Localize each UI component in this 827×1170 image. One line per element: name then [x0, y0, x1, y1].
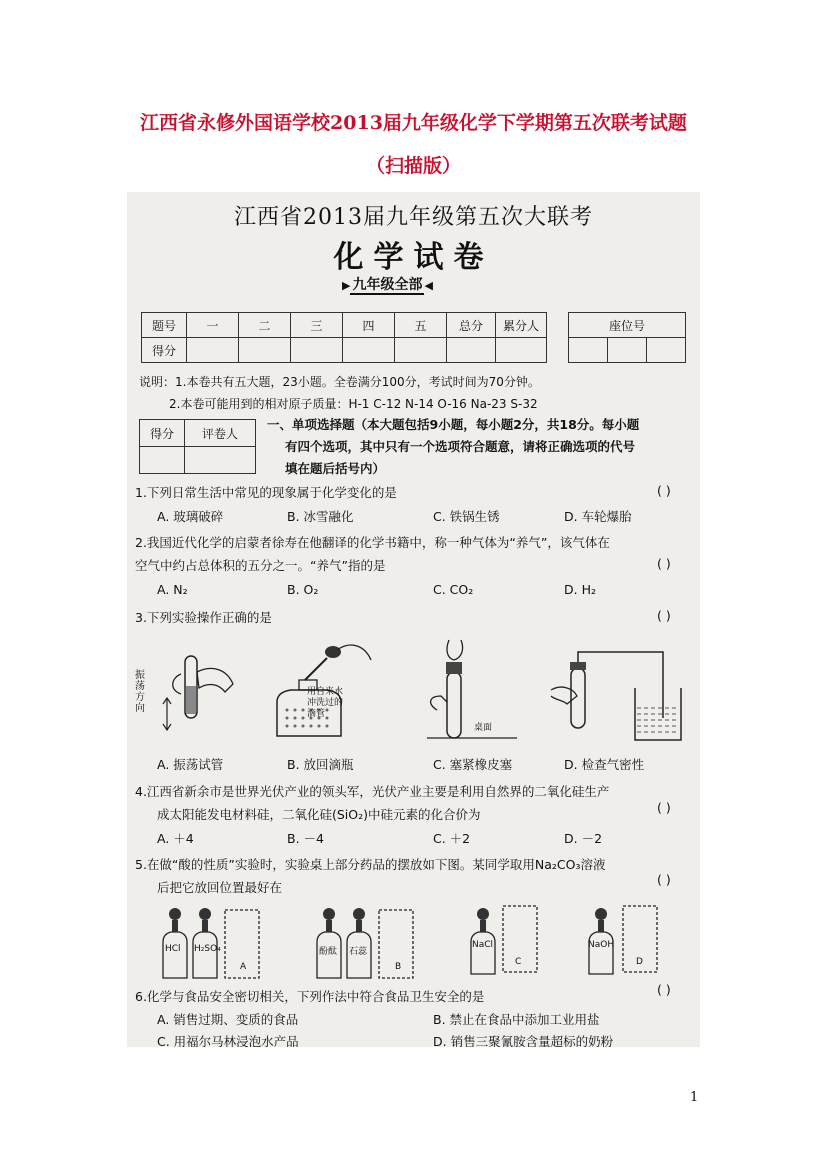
exam-note-1: 说明：1.本卷共有五大题，23小题。全卷满分100分，考试时间为70分钟。	[139, 375, 540, 389]
option-b: B. 禁止在食品中添加工业用盐	[433, 1012, 600, 1027]
option-c: C. CO₂	[433, 582, 474, 597]
option-b: B. 放回滴瓶	[287, 757, 354, 772]
seat-table	[568, 312, 686, 363]
answer-paren: ( )	[657, 608, 671, 623]
option-c: C. 用福尔马林浸泡水产品	[157, 1034, 299, 1047]
figure-stopper-tube	[417, 632, 527, 744]
question-5-stem-line-2: 后把它放回位置最好在	[157, 880, 283, 895]
answer-paren: ( )	[657, 982, 671, 997]
bottle-label-hcl: HCl	[165, 944, 181, 954]
score-cell	[291, 338, 343, 363]
scanned-exam-image	[127, 192, 700, 1047]
score-cell	[395, 338, 447, 363]
option-a: A. ＋4	[157, 831, 194, 846]
triangle-right-icon: ▶	[342, 279, 351, 292]
answer-paren: ( )	[657, 556, 671, 571]
page-number: 1	[690, 1090, 699, 1105]
answer-paren: ( )	[657, 483, 671, 498]
score-header-cell: 五	[395, 313, 447, 338]
option-d: D. H₂	[564, 582, 596, 597]
seat-cell	[569, 338, 608, 363]
score-table-row	[142, 338, 547, 363]
score-header-cell: 三	[291, 313, 343, 338]
option-a: A. N₂	[157, 582, 188, 597]
score-cell	[239, 338, 291, 363]
section-instruction-3: 填在题后括号内）	[285, 461, 386, 476]
score-header-cell: 四	[343, 313, 395, 338]
answer-paren: ( )	[657, 872, 671, 887]
figure-shake-test-tube	[141, 644, 251, 744]
document-subtitle: （扫描版）	[365, 155, 461, 177]
score-cell	[447, 338, 496, 363]
seat-cell	[647, 338, 686, 363]
question-6-stem: 6.化学与食品安全密切相关，下列作法中符合食品卫生安全的是	[135, 989, 485, 1004]
option-b: B. O₂	[287, 582, 319, 597]
option-a: A. 振荡试管	[157, 757, 224, 772]
answer-paren: ( )	[657, 800, 671, 815]
option-d: D. 检查气密性	[564, 757, 645, 772]
figure-label-tabletop: 桌面	[474, 723, 493, 733]
exam-title: 化学试卷	[333, 240, 494, 275]
question-1-stem: 1.下列日常生活中常见的现象属于化学变化的是	[135, 485, 397, 500]
score-header-cell: 累分人	[496, 313, 547, 338]
section-instruction-1: 一、单项选择题（本大题包括9小题，每小题2分，共18分。每小题	[267, 417, 640, 432]
grader-score-label: 得分	[140, 420, 185, 447]
option-d: D. －2	[564, 831, 603, 846]
position-d-label: D	[636, 957, 643, 967]
score-cell	[343, 338, 395, 363]
option-a: A. 玻璃破碎	[157, 509, 224, 524]
option-d: D. 车轮爆胎	[564, 509, 632, 524]
figure-airtightness-check	[547, 648, 687, 746]
grade-tag-text: 九年级全部	[352, 277, 423, 293]
figure-label-rinsed-dropper: 用自来水冲洗过的滴管	[307, 687, 344, 719]
score-cell	[187, 338, 239, 363]
score-header-cell: 二	[239, 313, 291, 338]
grader-table	[139, 419, 256, 474]
option-c: C. 铁锅生锈	[433, 509, 500, 524]
position-c-label: C	[515, 957, 522, 967]
score-header-cell: 一	[187, 313, 239, 338]
exam-note-2: 2.本卷可能用到的相对原子质量：H-1 C-12 N-14 O-16 Na-23 S-32	[169, 397, 538, 411]
question-3-stem: 3.下列实验操作正确的是	[135, 610, 272, 625]
position-b-label: B	[395, 962, 402, 972]
question-4-stem-line-2: 成太阳能发电材料硅，二氧化硅(SiO₂)中硅元素的化合价为	[157, 807, 481, 822]
exam-header: 江西省2013届九年级第五次大联考	[234, 205, 593, 230]
option-c: C. ＋2	[433, 831, 471, 846]
seat-cell	[608, 338, 647, 363]
option-b: B. －4	[287, 831, 324, 846]
question-2-stem-line-2: 空气中约占总体积的五分之一。“养气”指的是	[135, 558, 386, 573]
triangle-left-icon: ◀	[424, 279, 433, 292]
figure-label-shake-direction: 振荡方向	[135, 670, 145, 714]
document-title: 江西省永修外国语学校2013届九年级化学下学期第五次联考试题	[140, 112, 687, 134]
bottle-label-h2so4: H₂SO₄	[194, 944, 221, 954]
score-header-cell: 总分	[447, 313, 496, 338]
bottle-label-naoh: NaOH	[588, 940, 615, 950]
grader-cell	[185, 447, 256, 474]
option-c: C. 塞紧橡皮塞	[433, 757, 513, 772]
score-cell	[496, 338, 547, 363]
section-instruction-2: 有四个选项，其中只有一个选项符合题意，请将正确选项的代号	[285, 439, 636, 454]
score-table-header-row	[142, 313, 547, 338]
position-a-label: A	[240, 962, 247, 972]
grader-label: 评卷人	[185, 420, 256, 447]
score-row-label: 得分	[142, 338, 187, 363]
question-4-stem-line-1: 4.江西省新余市是世界光伏产业的领头军，光伏产业主要是利用自然界的二氧化硅生产	[135, 784, 610, 799]
option-d: D. 销售三聚氰胺含量超标的奶粉	[433, 1034, 614, 1047]
question-2-stem-line-1: 2.我国近代化学的启蒙者徐寿在他翻译的化学书籍中，称一种气体为“养气”，该气体在	[135, 535, 610, 550]
bottle-label-phenolphthalein: 酚酞	[319, 947, 338, 957]
score-header-cell: 题号	[142, 313, 187, 338]
bottle-label-litmus: 石蕊	[349, 947, 368, 957]
grader-cell	[140, 447, 185, 474]
question-5-stem-line-1: 5.在做“酸的性质”实验时，实验桌上部分药品的摆放如下图。某同学取用Na₂CO₃溶液	[135, 857, 606, 872]
score-table	[141, 312, 547, 363]
grade-tag	[342, 274, 433, 294]
option-a: A. 销售过期、变质的食品	[157, 1012, 299, 1027]
seat-label: 座位号	[569, 313, 686, 338]
bottle-label-nacl: NaCl	[472, 940, 494, 950]
option-b: B. 冰雪融化	[287, 509, 354, 524]
